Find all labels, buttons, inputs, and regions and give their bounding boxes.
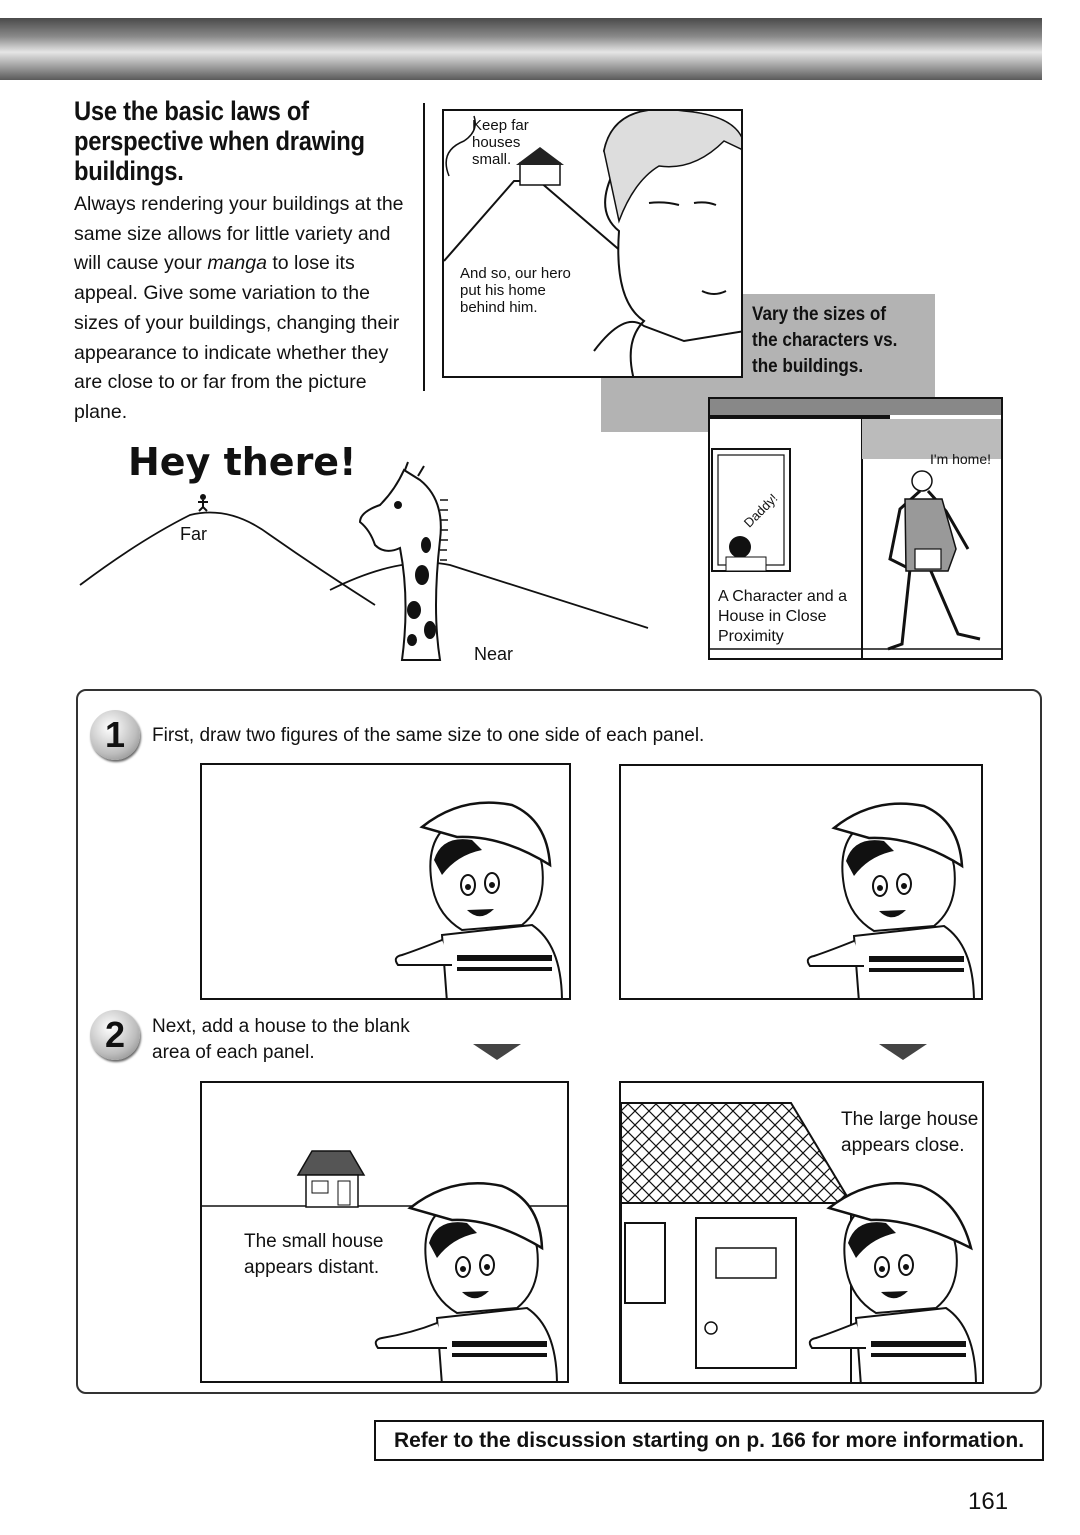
arrow-down-icon (473, 1044, 521, 1060)
boy-illustration (202, 765, 571, 1000)
small-house-caption: The small house appears distant. (244, 1231, 384, 1278)
large-house-caption: The large house appears close. (841, 1107, 981, 1159)
page-number: 161 (968, 1488, 1009, 1515)
father-icon (912, 471, 932, 491)
small-house-icon (298, 1151, 364, 1207)
close-proximity-caption: A Character and a House in Close Proximity (718, 588, 847, 645)
vary-sizes-caption: Vary the sizes of the characters vs. the buildings. (752, 304, 898, 377)
far-label: Far (180, 524, 207, 544)
reference-note: Refer to the discussion starting on p. 166 for more information. (374, 1420, 1044, 1461)
header-bar (0, 18, 1042, 80)
far-figure-icon (198, 494, 208, 511)
boy-illustration (621, 766, 983, 1000)
step1-panel-right (619, 764, 983, 1000)
step-1-badge: 1 (90, 710, 140, 760)
close-proximity-panel (708, 397, 1003, 660)
step-2-text: Next, add a house to the blank area of each panel. (152, 1016, 410, 1063)
column-divider (423, 103, 425, 391)
child-icon (729, 536, 751, 558)
hey-there-text: Hey there! (128, 440, 357, 484)
intro-text-1: Always rendering your buildings at the same size allows for little variety and will cause your (74, 193, 404, 275)
near-label: Near (474, 644, 514, 664)
daddy-text: Daddy! (740, 490, 781, 531)
small-house-panel (200, 1081, 569, 1383)
hero-caption: And so, our hero put his home behind him. (460, 265, 571, 316)
step-2-badge: 2 (90, 1010, 140, 1060)
keep-far-caption: Keep far houses small. (472, 117, 529, 168)
arrow-down-icon (879, 1044, 927, 1060)
hero-panel (442, 109, 743, 378)
intro-emphasis: manga (207, 252, 267, 275)
giraffe-icon (360, 462, 448, 660)
intro-text-2: to lose its appeal. Give some variation to the sizes of your buildings, changing their appearance to indicate whether they are close to or far from the picture plane. (74, 252, 400, 423)
section-heading: Use the basic laws of perspective when drawing buildings. (74, 96, 365, 186)
large-house-panel (619, 1081, 984, 1384)
step1-panel-left (200, 763, 571, 1000)
intro-paragraph (74, 190, 419, 428)
step-1-text: First, draw two figures of the same size to one side of each panel. (152, 725, 705, 746)
im-home-text: I'm home! (930, 451, 992, 467)
